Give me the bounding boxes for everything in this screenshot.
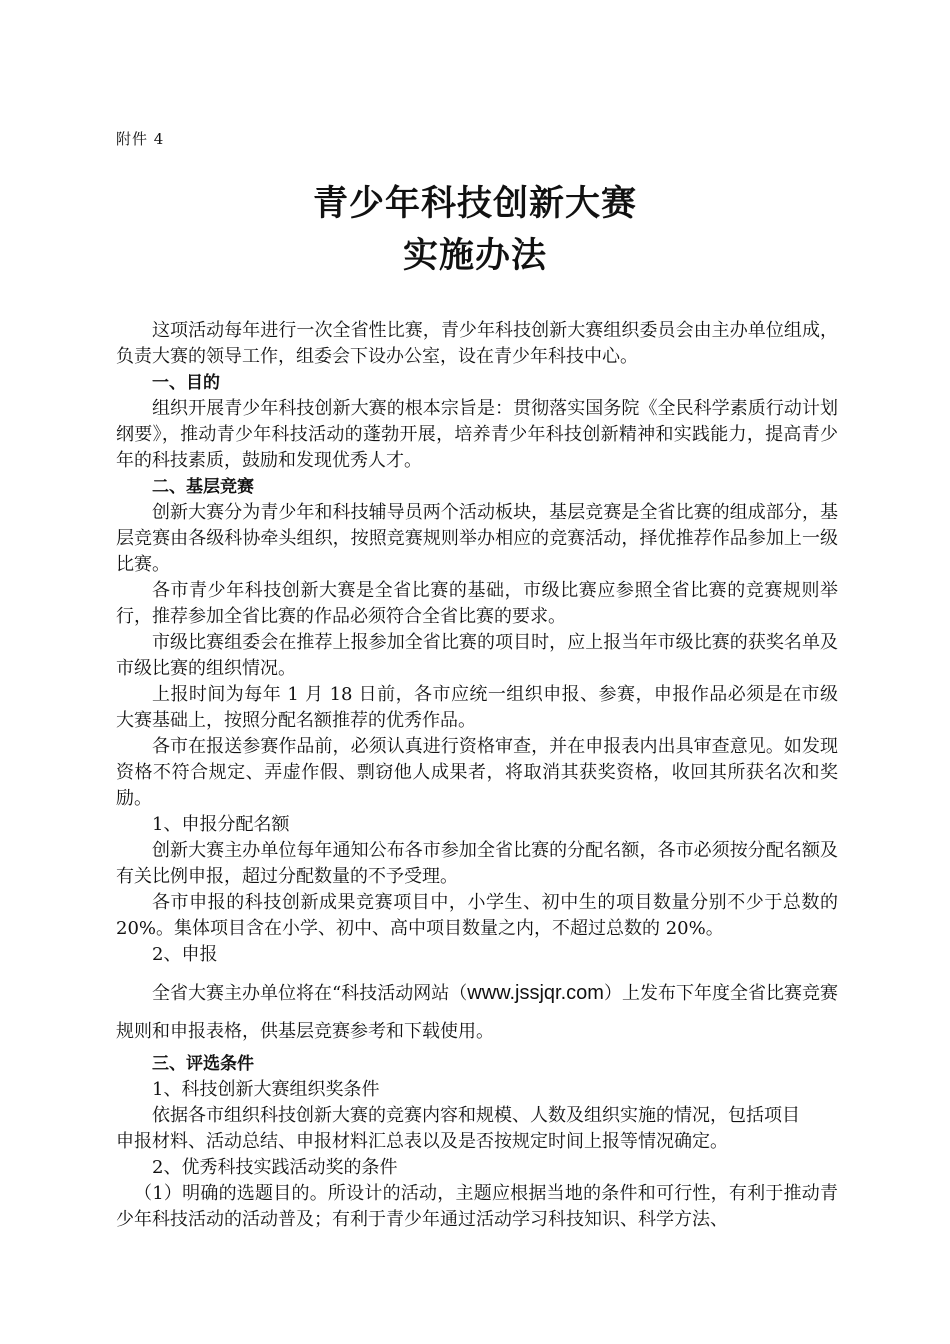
section-3-heading: 三、评选条件 bbox=[152, 1054, 254, 1074]
website-sentence-start: 全省大赛主办单位将在“科技活动网站（ bbox=[152, 983, 468, 1004]
section-3-sub-1-paragraph-b: 申报材料、活动总结、申报材料汇总表以及是否按规定时间上报等情况确定。 bbox=[116, 1131, 728, 1152]
website-link[interactable]: www.jssjqr.com bbox=[467, 982, 604, 1004]
section-2-subheading-1: 1、申报分配名额 bbox=[152, 814, 290, 835]
section-1-heading: 一、目的 bbox=[152, 373, 220, 393]
attachment-label: 附件 4 bbox=[116, 130, 165, 148]
section-2-paragraph-2: 各市青少年科技创新大赛是全省比赛的基础，市级比赛应参照全省比赛的竞赛规则举行，推荐参加全省比赛的作品必须符合全省比赛的要求。 bbox=[116, 580, 838, 627]
section-3-sub-1-paragraph-a: 依据各市组织科技创新大赛的竞赛内容和规模、人数及组织实施的情况，包括项目 bbox=[152, 1105, 800, 1126]
document-body bbox=[116, 318, 838, 1233]
document-title-line-2: 实施办法 bbox=[402, 236, 547, 276]
document-title-line-1: 青少年科技创新大赛 bbox=[312, 184, 637, 224]
section-2-sub-1-paragraph-2: 各市申报的科技创新成果竞赛项目中，小学生、初中生的项目数量分别不少于总数的 20%。集体项目含在小学、初中、高中项目数量之内，不超过总数的 20%。 bbox=[116, 892, 838, 939]
section-3-subheading-2: 2、优秀科技实践活动奖的条件 bbox=[152, 1157, 398, 1178]
section-2-paragraph-1: 创新大赛分为青少年和科技辅导员两个活动板块，基层竞赛是全省比赛的组成部分，基层竞赛由各级科协牵头组织，按照竞赛规则举办相应的竞赛活动，择优推荐作品参加上一级比赛。 bbox=[116, 502, 838, 575]
section-2-sub-1-paragraph-1: 创新大赛主办单位每年通知公布各市参加全省比赛的分配名额，各市必须按分配名额及有关比例申报，超过分配数量的不予受理。 bbox=[116, 840, 838, 887]
intro-paragraph: 这项活动每年进行一次全省性比赛，青少年科技创新大赛组织委员会由主办单位组成，负责大赛的领导工作，组委会下设办公室，设在青少年科技中心。 bbox=[116, 320, 838, 367]
section-2-paragraph-4: 上报时间为每年 1 月 18 日前，各市应统一组织申报、参赛，申报作品必须是在市级大赛基础上，按照分配名额推荐的优秀作品。 bbox=[116, 684, 838, 731]
section-2-paragraph-3: 市级比赛组委会在推荐上报参加全省比赛的项目时，应上报当年市级比赛的获奖名单及市级比赛的组织情况。 bbox=[116, 632, 838, 679]
section-2-paragraph-5: 各市在报送参赛作品前，必须认真进行资格审查，并在申报表内出具审查意见。如发现资格不符合规定、弄虚作假、剽窃他人成果者，将取消其获奖资格，收回其所获名次和奖励。 bbox=[116, 736, 838, 809]
section-2-subheading-2: 2、申报 bbox=[152, 944, 218, 965]
section-2-sub-2-paragraph bbox=[116, 974, 838, 1051]
section-3-subheading-1: 1、科技创新大赛组织奖条件 bbox=[152, 1079, 380, 1100]
section-2-heading: 二、基层竞赛 bbox=[152, 477, 254, 497]
section-3-sub-2-paragraph-1: （1）明确的选题目的。所设计的活动，主题应根据当地的条件和可行性，有利于推动青少年科技活动的活动普及；有利于青少年通过活动学习科技知识、科学方法、 bbox=[116, 1183, 838, 1230]
website-sentence-end: ）上发布下年度全省比赛竞赛规则和申报表格，供基层竞赛参考和下载使用。 bbox=[116, 983, 839, 1042]
section-1-paragraph: 组织开展青少年科技创新大赛的根本宗旨是：贯彻落实国务院《全民科学素质行动计划纲要》，推动青少年科技活动的蓬勃开展，培养青少年科技创新精神和实践能力，提高青少年的科技素质，鼓励和发现优秀人才。 bbox=[116, 398, 838, 471]
